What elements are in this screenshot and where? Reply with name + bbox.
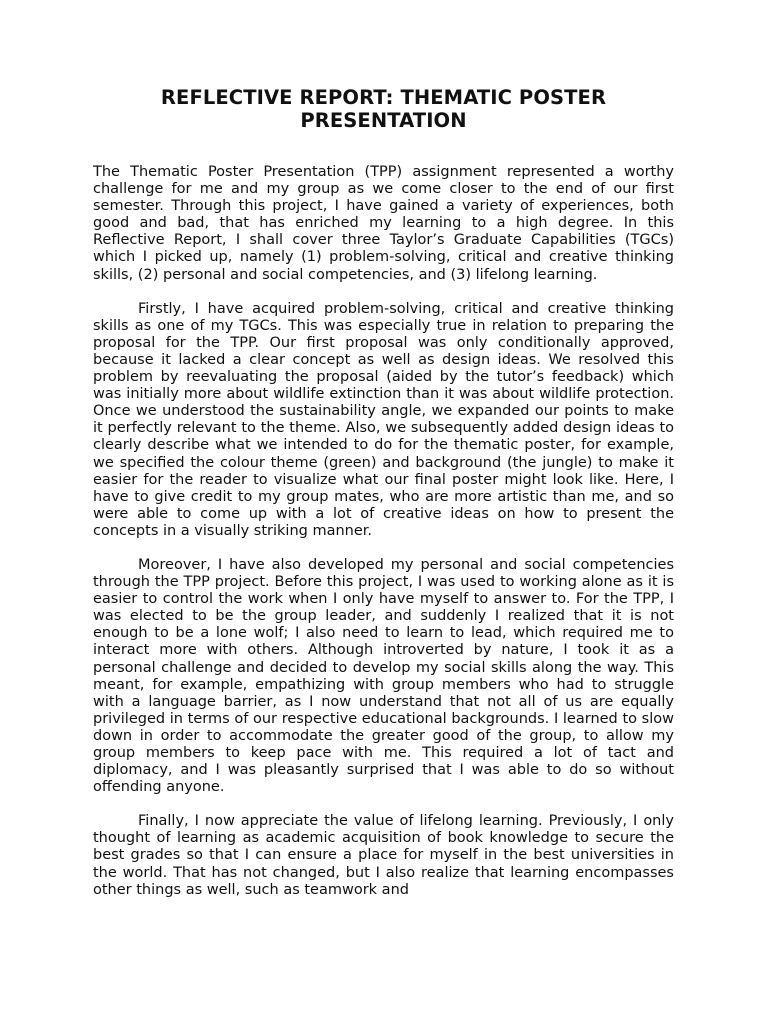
paragraph-lifelong-learning: Finally, I now appreciate the value of lifelong learning. Previously, I only thought of learning as academic acquisition of book knowledge to secure the best grades so that I can ensure a place for myself in the best universities in the world. That has not changed, but I also realize that learning encompasses other things as well, such as teamwork and <box>93 813 674 898</box>
document-page <box>93 86 674 916</box>
paragraph-problem-solving: Firstly, I have acquired problem-solving, critical and creative thinking skills as one of my TGCs. This was especially true in relation to preparing the proposal for the TPP. Our first proposal was only conditionally approved, because it lacked a clear concept as well as design ideas. We resolved this problem by reevaluating the proposal (aided by the tutor’s feedback) which was initially more about wildlife extinction than it was about wildlife protection. Once we understood the sustainability angle, we expanded our points to make it perfectly relevant to the theme. Also, we subsequently added design ideas to clearly describe what we intended to do for the thematic poster, for example, we specified the colour theme (green) and background (the jungle) to make it easier for the reader to visualize what our final poster might look like. Here, I have to give credit to my group mates, who are more artistic than me, and so were able to come up with a lot of creative ideas on how to present the concepts in a visually striking manner. <box>93 300 674 539</box>
page-title: REFLECTIVE REPORT: THEMATIC POSTER PRESENTATION <box>160 86 607 132</box>
document-body <box>93 164 674 899</box>
paragraph-introduction: The Thematic Poster Presentation (TPP) assignment represented a worthy challenge for me and my group as we come closer to the end of our first semester. Through this project, I have gained a variety of experiences, both good and bad, that has enriched my learning to a high degree. In this Reflective Report, I shall cover three Taylor’s Graduate Capabilities (TGCs) which I picked up, namely (1) problem-solving, critical and creative thinking skills, (2) personal and social competencies, and (3) lifelong learning. <box>93 164 674 283</box>
paragraph-social-competencies: Moreover, I have also developed my personal and social competencies through the TPP project. Before this project, I was used to working alone as it is easier to control the work when I only have myself to answer to. For the TPP, I was elected to be the group leader, and suddenly I realized that it is not enough to be a lone wolf; I also need to learn to lead, which required me to interact more with others. Although introverted by nature, I took it as a personal challenge and decided to develop my social skills along the way. This meant, for example, empathizing with group members who had to struggle with a language barrier, as I now understand that not all of us are equally privileged in terms of our respective educational backgrounds. I learned to slow down in order to accommodate the greater good of the group, to allow my group members to keep pace with me. This required a lot of tact and diplomacy, and I was pleasantly surprised that I was able to do so without offending anyone. <box>93 556 674 796</box>
